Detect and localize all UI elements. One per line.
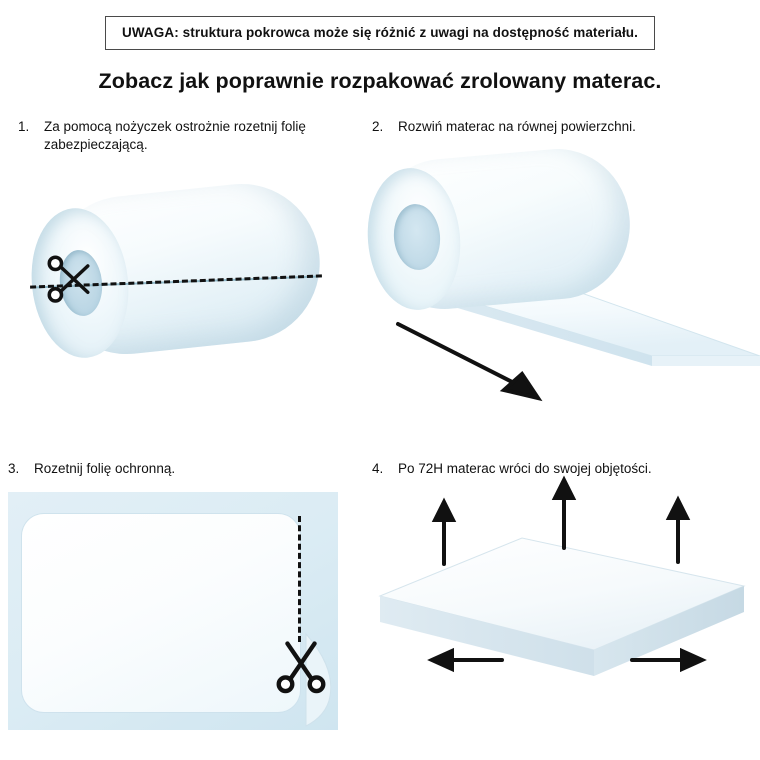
notice-banner bbox=[0, 0, 760, 50]
step-1-text: Za pomocą nożyczek ostrożnie rozetnij folię zabezpieczającą. bbox=[44, 119, 306, 153]
arrow-down-right-icon bbox=[392, 318, 552, 408]
step-3-header bbox=[8, 460, 358, 478]
page-title: Zobacz jak poprawnie rozpakować zrolowany materac. bbox=[98, 69, 662, 93]
step-1-illustration bbox=[18, 168, 348, 388]
scissors-icon bbox=[270, 630, 332, 692]
arrow-up-right-icon bbox=[666, 500, 690, 564]
step-3 bbox=[8, 460, 358, 752]
arrow-left-icon bbox=[432, 648, 504, 672]
step-4-illustration bbox=[372, 492, 752, 742]
arrow-up-center-icon bbox=[552, 480, 576, 550]
notice-text: UWAGA: struktura pokrowca może się różnić z uwagi na dostępność materiału. bbox=[105, 16, 655, 50]
step-4-number: 4. bbox=[372, 461, 384, 476]
step-2-number: 2. bbox=[372, 119, 384, 134]
mattress-slab bbox=[372, 528, 752, 708]
step-3-text: Rozetnij folię ochronną. bbox=[34, 461, 176, 476]
scissors-icon bbox=[44, 252, 100, 308]
step-3-illustration bbox=[8, 492, 360, 752]
cut-dashed-line bbox=[298, 516, 301, 642]
step-2-text: Rozwiń materac na równej powierzchni. bbox=[398, 119, 636, 134]
step-4-header bbox=[372, 460, 742, 478]
mattress-under-foil bbox=[22, 514, 300, 712]
step-2 bbox=[372, 118, 742, 420]
step-4-text: Po 72H materac wróci do swojej objętości. bbox=[398, 461, 652, 476]
step-1 bbox=[18, 118, 368, 388]
step-1-number: 1. bbox=[18, 119, 30, 134]
arrow-right-icon bbox=[630, 648, 702, 672]
step-2-illustration bbox=[372, 150, 752, 420]
step-3-number: 3. bbox=[8, 461, 20, 476]
arrow-up-left-icon bbox=[432, 502, 456, 566]
steps-grid bbox=[0, 118, 760, 760]
step-4 bbox=[372, 460, 742, 742]
step-2-header bbox=[372, 118, 742, 136]
step-1-header bbox=[18, 118, 368, 154]
